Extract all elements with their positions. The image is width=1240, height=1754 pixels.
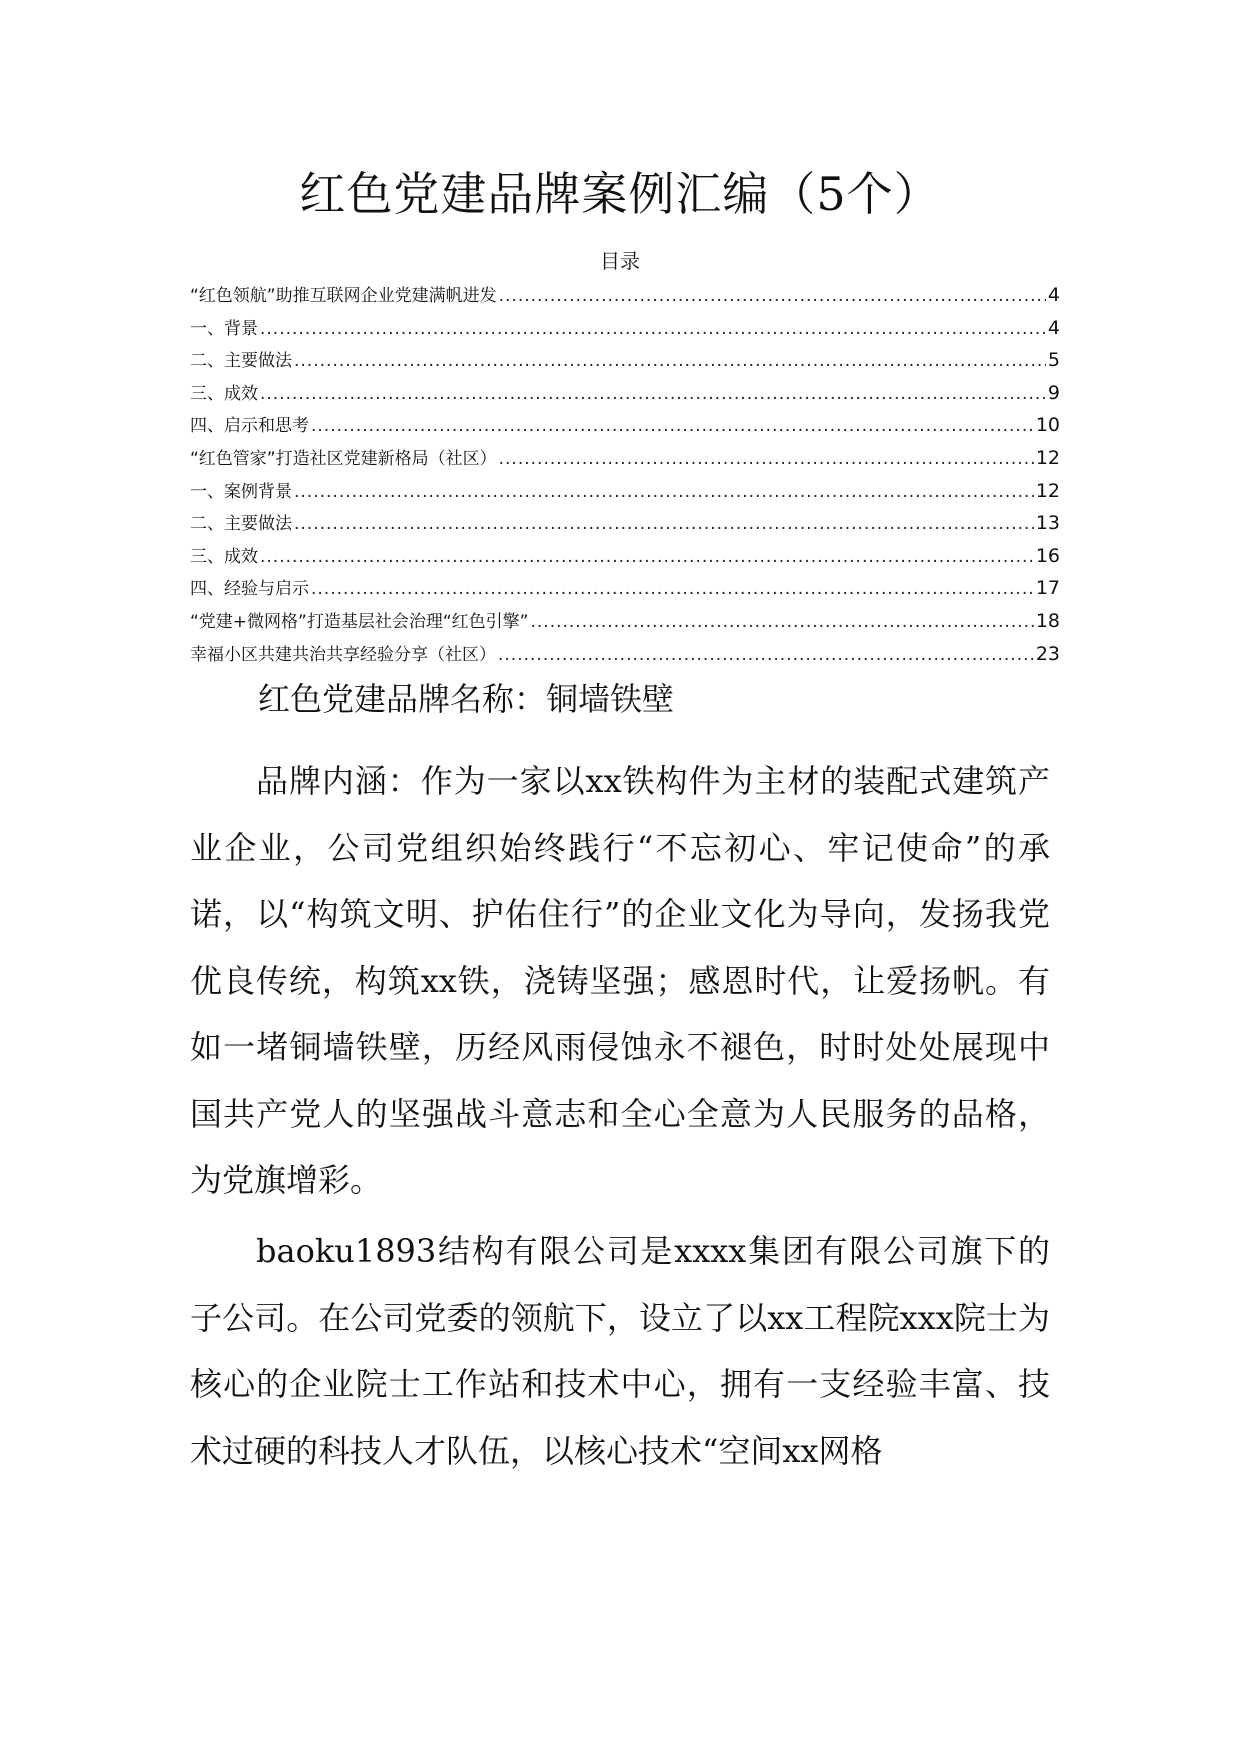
toc-entry[interactable] xyxy=(190,444,1060,477)
toc-entry-text: 三、成效 xyxy=(190,546,258,567)
toc-entry[interactable] xyxy=(190,640,1060,673)
toc-entry[interactable] xyxy=(190,574,1060,607)
toc-entry-page: 4 xyxy=(1047,316,1060,339)
toc-entry-page: 5 xyxy=(1047,349,1060,372)
toc-entry-page: 9 xyxy=(1047,381,1060,404)
toc-entry-text: 四、经验与启示 xyxy=(190,579,309,600)
toc-leader-dots xyxy=(499,286,1046,306)
toc-leader-dots xyxy=(311,416,1034,436)
toc-entry-page: 17 xyxy=(1035,577,1060,600)
toc-entry-page: 18 xyxy=(1035,609,1060,632)
toc-leader-dots xyxy=(498,645,1034,665)
toc-entry[interactable] xyxy=(190,607,1060,640)
toc-entry-text: 一、背景 xyxy=(190,318,258,339)
toc-leader-dots xyxy=(499,449,1034,469)
toc-leader-dots xyxy=(260,319,1046,339)
toc-entry-page: 4 xyxy=(1047,284,1060,306)
toc-entry-page: 12 xyxy=(1035,479,1060,502)
body-paragraph: baoku1893结构有限公司是xxxx集团有限公司旗下的子公司。在公司党委的领航下，设立了以xx工程院xxx院士为核心的企业院士工作站和技术中心，拥有一支经验丰富、技术过硬的科技人才队伍，以核心技术“空间xx网格 xyxy=(190,1232,1050,1470)
toc-entry-text: 二、主要做法 xyxy=(190,514,292,535)
toc-entry[interactable] xyxy=(190,542,1060,575)
toc-heading: 目录 xyxy=(600,249,640,273)
brand-name-heading: 红色党建品牌名称：铜墙铁壁 xyxy=(258,680,675,718)
toc-entry-text: 一、案例背景 xyxy=(190,481,292,502)
toc-entry-text: 三、成效 xyxy=(190,383,258,404)
toc-entry-page: 10 xyxy=(1035,414,1060,437)
toc-entry-text: 四、启示和思考 xyxy=(190,416,309,437)
toc-entry-text: “红色管家”打造社区党建新格局（社区） xyxy=(190,448,497,469)
toc-entry-text: 二、主要做法 xyxy=(190,351,292,372)
toc-entry[interactable] xyxy=(190,314,1060,347)
toc-leader-dots xyxy=(311,579,1034,599)
toc-entry-page: 23 xyxy=(1035,642,1060,665)
toc-leader-dots xyxy=(530,612,1033,632)
toc-entry-text: “党建+微网格”打造基层社会治理“红色引擎” xyxy=(190,611,529,632)
document-title: 红色党建品牌案例汇编（5个） xyxy=(299,167,941,221)
toc-entry-page: 13 xyxy=(1035,512,1060,535)
toc-entry-text: “红色领航”助推互联网企业党建满帆进发 xyxy=(190,286,497,306)
toc-entry[interactable] xyxy=(190,346,1060,379)
toc-leader-dots xyxy=(294,514,1034,534)
toc-entry[interactable] xyxy=(190,379,1060,412)
toc-entry-page: 16 xyxy=(1035,544,1060,567)
toc-entry[interactable] xyxy=(190,477,1060,510)
table-of-contents xyxy=(190,281,1060,672)
toc-entry[interactable] xyxy=(190,281,1060,314)
toc-entry[interactable] xyxy=(190,509,1060,542)
body-paragraph: 品牌内涵：作为一家以xx铁构件为主材的装配式建筑产业企业，公司党组织始终践行“不忘初心、牢记使命”的承诺，以“构筑文明、护佑住行”的企业文化为导向，发扬我党优良传统，构筑xx铁，浇铸坚强；感恩时代，让爱扬帆。有如一堵铜墙铁壁，历经风雨侵蚀永不褪色，时时处处展现中国共产党人的坚强战斗意志和全心全意为人民服务的品格，为党旗增彩。 xyxy=(190,762,1050,1199)
toc-leader-dots xyxy=(294,351,1046,371)
toc-entry-text: 幸福小区共建共治共享经验分享（社区） xyxy=(190,644,496,665)
toc-leader-dots xyxy=(260,547,1034,567)
toc-entry[interactable] xyxy=(190,411,1060,444)
toc-leader-dots xyxy=(294,482,1034,502)
toc-entry-page: 12 xyxy=(1035,446,1060,469)
toc-leader-dots xyxy=(260,384,1046,404)
